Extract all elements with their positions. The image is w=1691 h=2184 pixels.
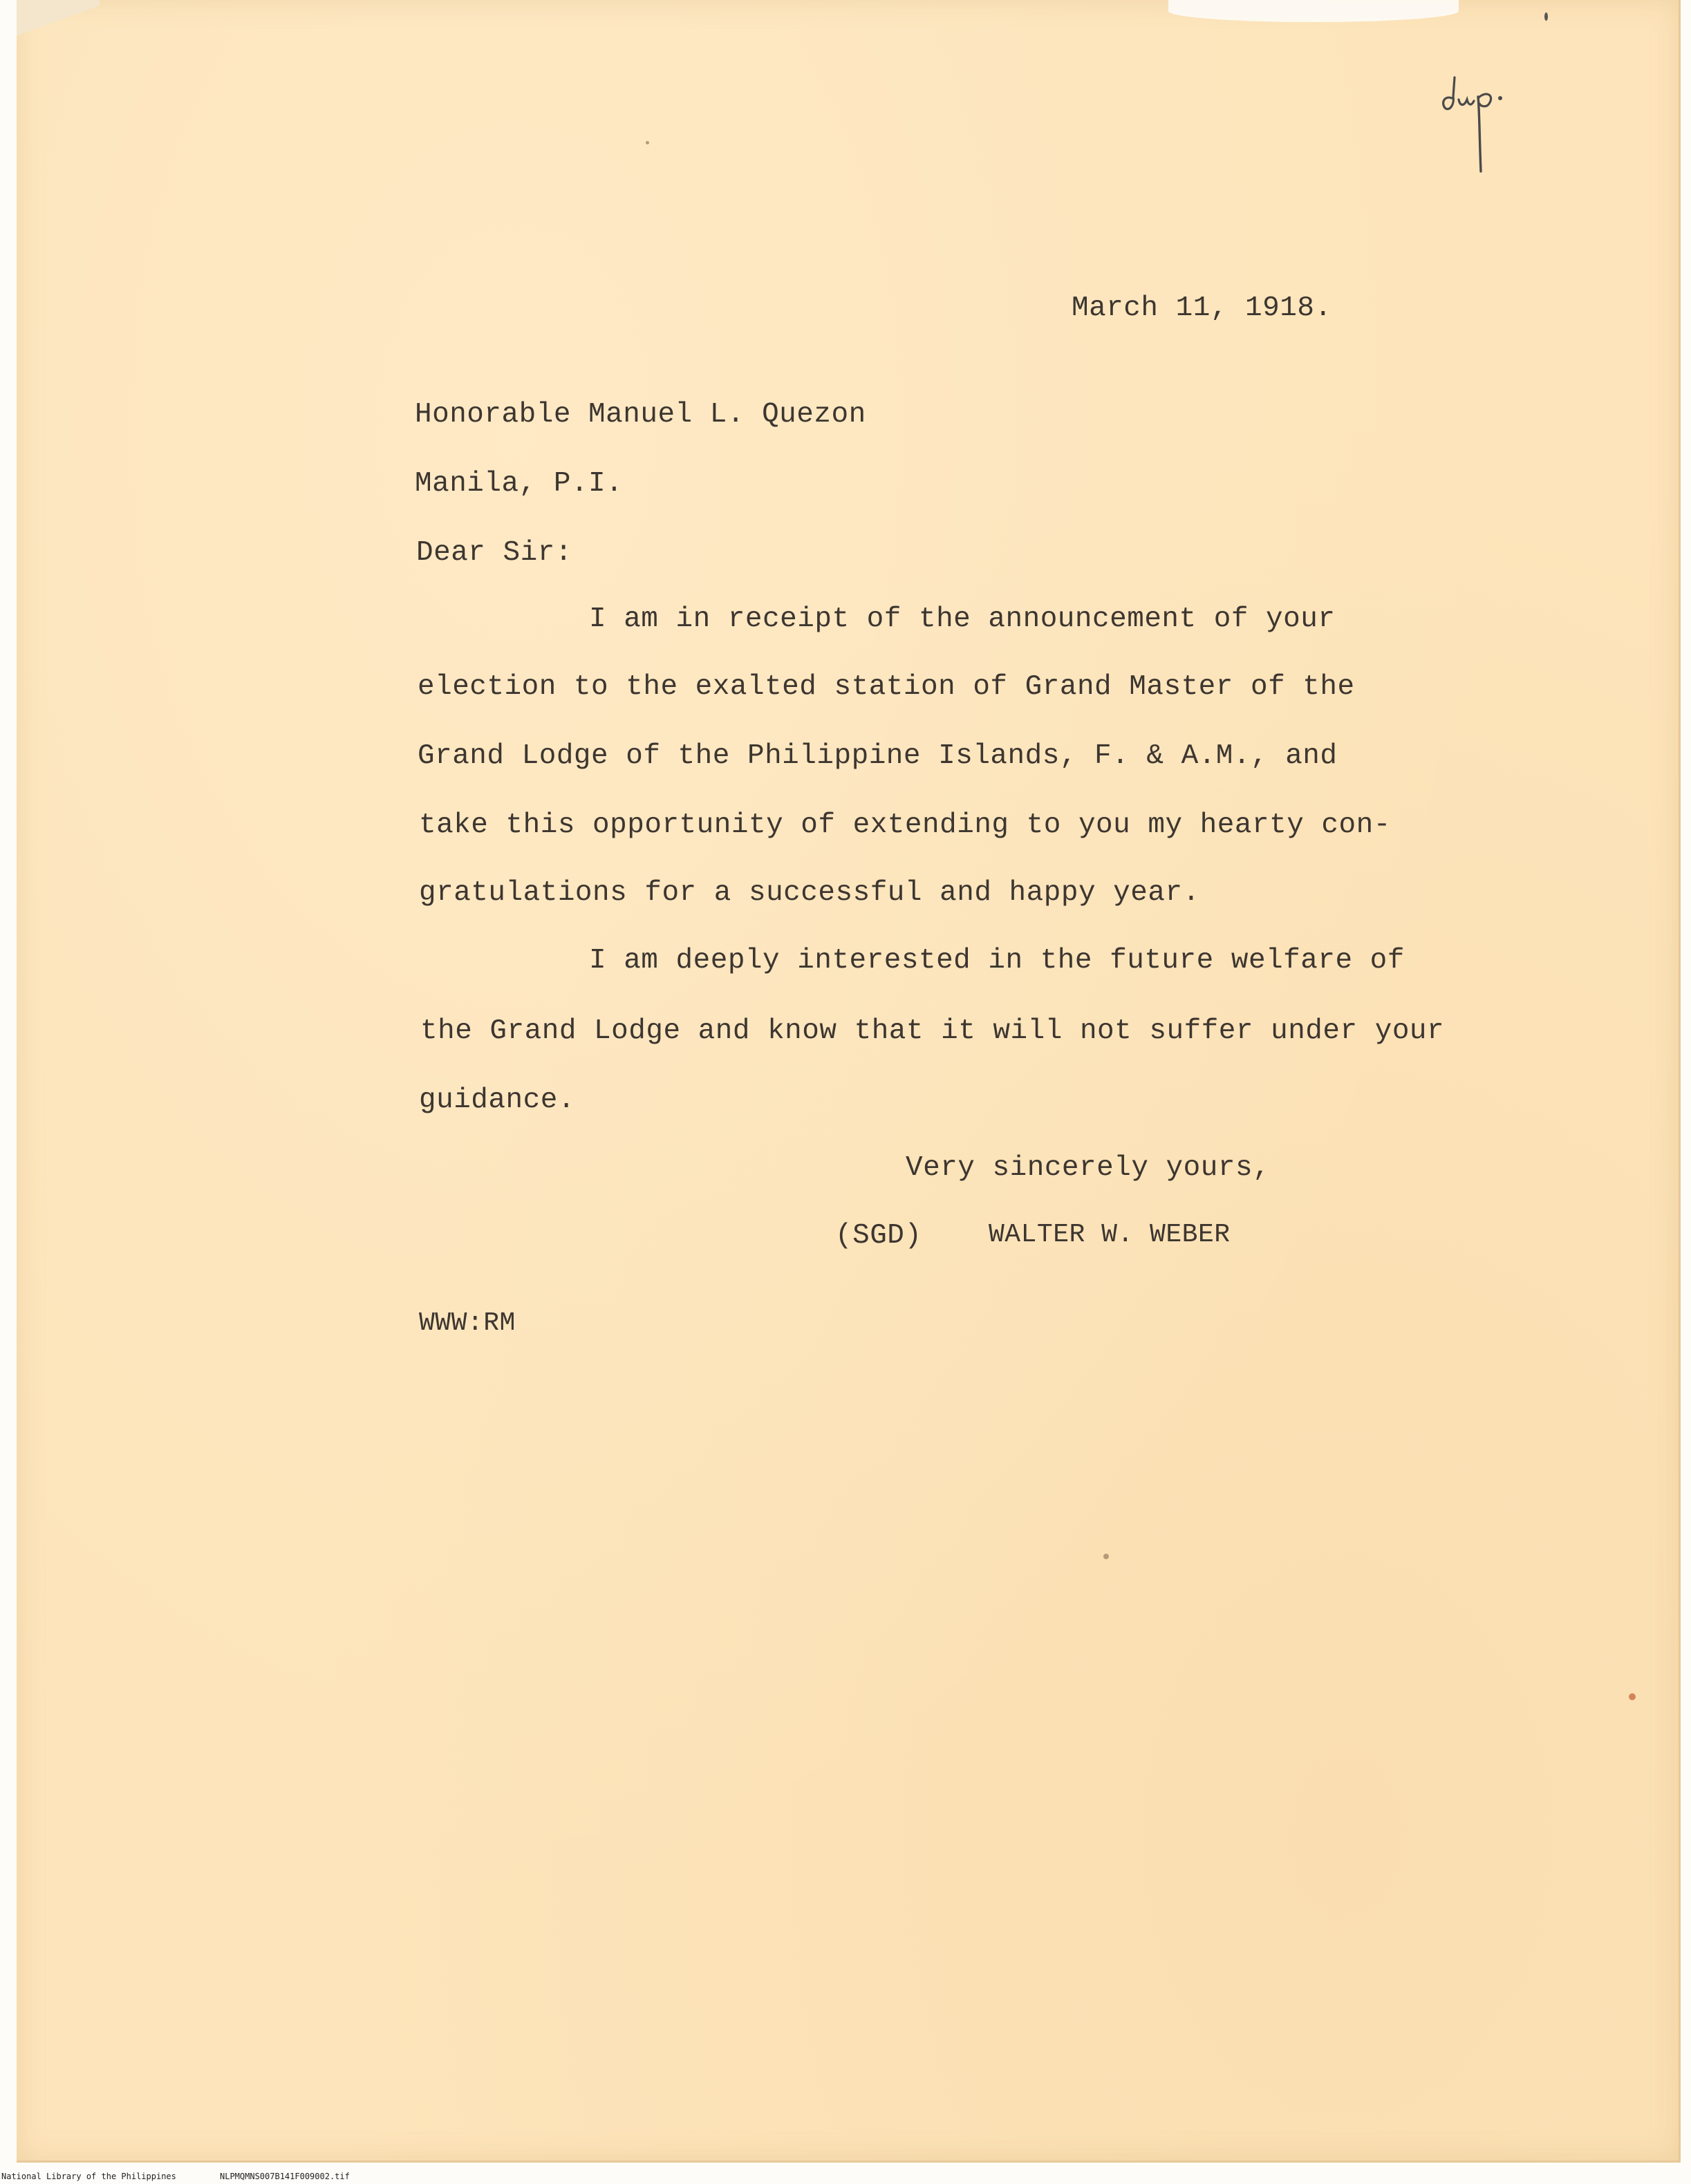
body-line: the Grand Lodge and know that it will not suffer under your — [420, 1015, 1445, 1047]
body-line: guidance. — [419, 1084, 575, 1116]
letter-page — [17, 0, 1681, 2163]
signer-name: WALTER W. WEBER — [989, 1220, 1231, 1250]
paper-speck — [646, 141, 649, 144]
paper-corner-fold — [17, 0, 100, 48]
salutation: Dear Sir: — [416, 537, 572, 569]
body-line: I am in receipt of the announcement of your — [589, 603, 1336, 635]
reference-initials: WWW:RM — [419, 1308, 516, 1338]
body-line: Grand Lodge of the Philippine Islands, F. & A.M., and — [418, 740, 1338, 772]
footer-filename: NLPMQMNS007B141F009002.tif — [220, 2172, 350, 2181]
signature-mark: (SGD) — [835, 1220, 922, 1252]
footer-source: National Library of the Philippines — [1, 2172, 176, 2181]
body-line: gratulations for a successful and happy year. — [419, 877, 1200, 909]
letter-date: March 11, 1918. — [1072, 292, 1332, 324]
letter-closing: Very sincerely yours, — [906, 1152, 1271, 1184]
body-line: election to the exalted station of Grand Master of the — [418, 671, 1355, 703]
body-line: I am deeply interested in the future welfare of — [589, 945, 1405, 977]
recipient-name: Honorable Manuel L. Quezon — [415, 399, 866, 431]
paper-speck — [1629, 1693, 1636, 1700]
recipient-address: Manila, P.I. — [415, 468, 624, 500]
body-line: take this opportunity of extending to you my hearty con- — [419, 809, 1391, 841]
paper-top-tear — [1168, 0, 1459, 22]
paper-speck — [1544, 12, 1548, 21]
handwritten-dup-annotation — [1431, 55, 1521, 180]
paper-speck — [1103, 1554, 1109, 1559]
